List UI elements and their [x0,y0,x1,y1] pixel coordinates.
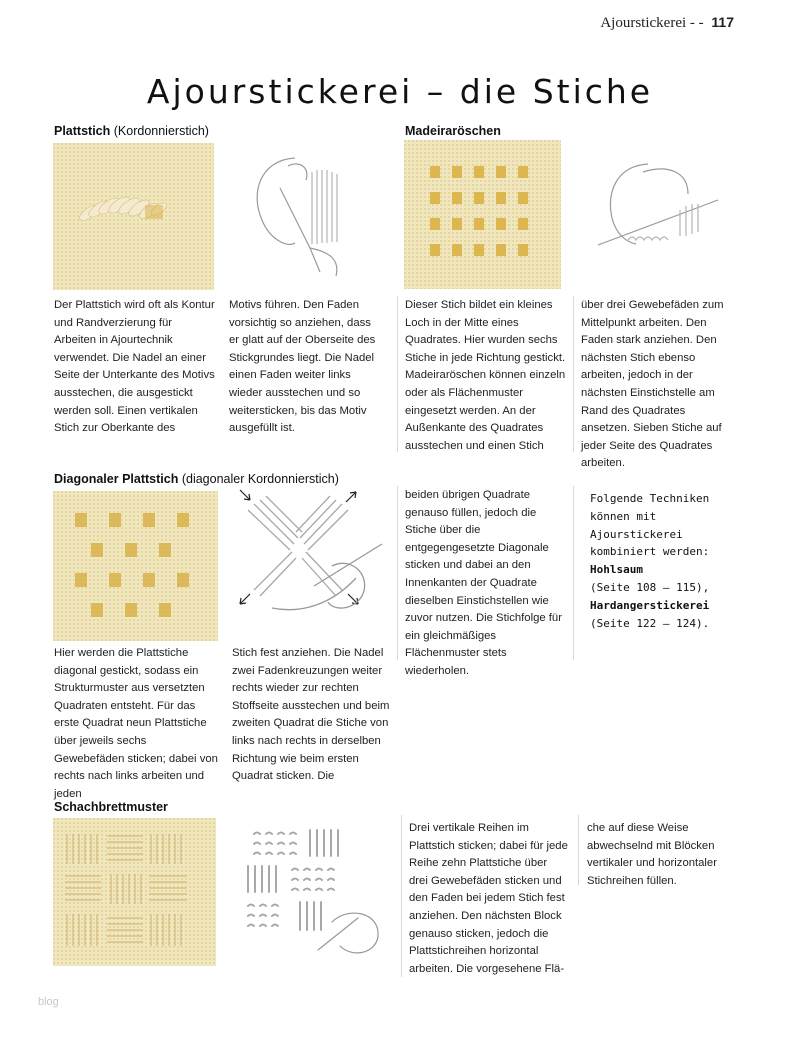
text-madeira-col2: über drei Gewebefäden zum Mittelpunkt arbeiten. Den Faden stark anziehen. Den nächsten Stich ebenso arbeiten, jedoch in der nächsten Einstichstelle am Rand des Quadrates ansetzen. Sieben Stiche auf jeder Seite des Quadrates arbeiten. [581,299,724,470]
heading-schach-main: Schachbrettmuster [54,800,168,814]
note-item-hardanger [590,597,740,615]
text-diagonal-col3: beiden übrigen Quadrate genauso füllen, jedoch die Stiche über die entgegengesetzte Diagonale sticken und dabei an den Innenkanten der Quadrate dieselben Einstichstellen wie zuvor nutzen. Die Stichfolge für ein gleichmäßiges Flächenmuster stets wiederholen. [405,489,562,677]
text-diagonal-col2: Stich fest anziehen. Die Nadel zwei Fadenkreuzungen weiter rechts wieder zur rechten Stoffseite ausstechen und beim zweiten Quadrat die Stiche von links nach rechts in derselben Richtung wie beim ersten Quadrat sticken. Die [232,647,390,783]
note-item-hohlsaum [590,561,740,579]
watermark: blog [38,996,59,1008]
page-number: 117 [711,14,734,30]
diagram-plattstich [240,148,380,288]
diagram-schach [240,826,400,966]
note-item1-label: Hohlsaum [590,563,643,577]
diagram-madeira [588,150,728,280]
heading-schach [54,800,168,814]
running-dashes: - - [689,15,704,31]
heading-plattstich-sub: (Kordonnierstich) [113,124,209,138]
column-divider [578,815,579,885]
heading-madeira-main: Madeiraröschen [405,124,501,138]
note-intro: Folgende Techniken können mit Ajourstickerei kombiniert werden: [590,492,710,559]
heading-madeira [405,124,501,138]
note-item2-ref: (Seite 122 – 124). [590,616,710,630]
heading-diagonal-main: Diagonaler Plattstich [54,472,179,486]
text-madeira-col1: Dieser Stich bildet ein kleines Loch in der Mitte eines Quadrates. Hier wurden sechs Stiche in jede Richtung gestickt. Madeiraröschen können einzeln oder als Flächenmuster eingesetzt werden. An der Außenkante des Quadrates ausstechen und einen Stich [405,299,566,452]
text-diagonal-col1: Hier werden die Plattstiche diagonal gestickt, sodass ein Strukturmuster aus versetzten Quadraten entsteht. Für das erste Quadrat neun Plattstiche über jeweils sechs Gewebefäden sticken; dabei von rechts nach links arbeiten und jeden [54,647,218,800]
running-header [600,14,734,32]
column-divider [397,296,398,452]
heading-plattstich-main: Plattstich [54,124,111,138]
text-schach-col2: che auf diese Weise abwechselnd mit Blöcken vertikaler und horizontaler Stichreihen füllen. [587,822,717,887]
note-techniques [590,490,740,632]
note-item2-label: Hardangerstickerei [590,598,710,612]
column-divider [573,296,574,452]
heading-plattstich [54,124,209,138]
column-divider [397,486,398,660]
note-item1-ref: (Seite 108 – 115), [590,580,710,594]
heading-diagonal [54,472,339,486]
text-schach-col1: Drei vertikale Reihen im Plattstich sticken; dabei für jede Reihe zehn Plattstiche über drei Gewebefäden sticken und den Faden bei jedem Stich fest anziehen. Den nächsten Block genauso sticken, jedoch die Plattstichreihen horizontal arbeiten. Die vorgesehene Flä- [409,822,568,975]
running-title: Ajourstickerei [600,15,687,31]
photo-plattstich [53,143,214,290]
page-title: Ajourstickerei – die Stiche [146,72,654,111]
text-plattstich-col2: Motivs führen. Den Faden vorsichtig so anziehen, dass er glatt auf der Oberseite des Stickgrundes liegt. Die Nadel einen Faden weiter links wieder ausstechen und so weitersticken, bis das Motiv ausgefüllt ist. [229,299,376,435]
column-divider [573,486,574,660]
text-plattstich-col1: Der Plattstich wird oft als Kontur und Randverzierung für Arbeiten in Ajourtechnik verwendet. Die Nadel an einer Seite der Unterkante des Motivs ausstechen, die ausgestickt werden soll. Einen vertikalen Stich zur Oberkante des [54,299,215,435]
diagram-diagonal [232,486,392,646]
heading-diagonal-sub: (diagonaler Kordonnierstich) [181,472,339,486]
photo-schach [53,818,216,966]
photo-diagonal [53,491,218,641]
photo-madeira [404,140,561,289]
column-divider [401,815,402,977]
